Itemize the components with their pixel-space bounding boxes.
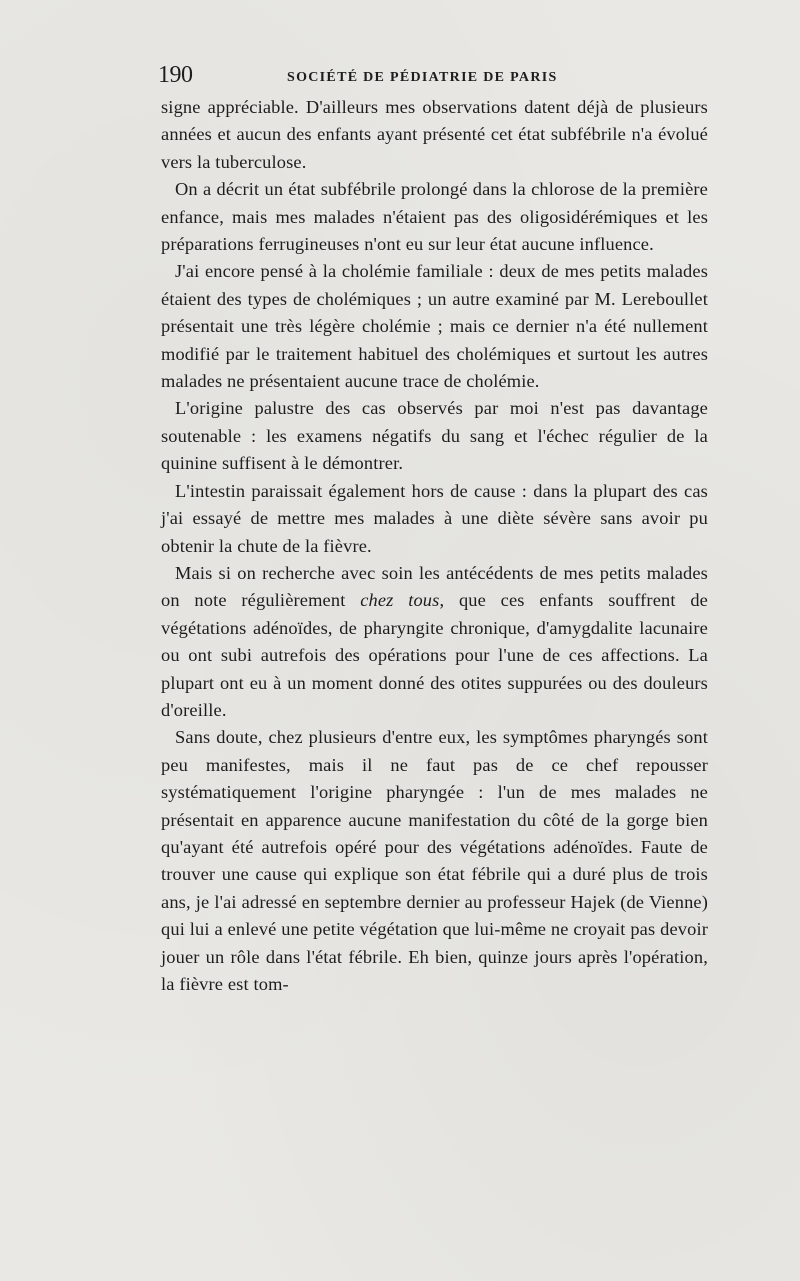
paragraph-6 bbox=[161, 560, 708, 724]
running-head bbox=[158, 58, 708, 94]
paragraph-5: L'intestin paraissait également hors de cause : dans la plupart des cas j'ai essayé de mettre mes malades à une diète sévère sans avoir pu obtenir la chute de la fièvre. bbox=[161, 480, 708, 556]
paragraph-6-emphasis: chez tous bbox=[360, 590, 440, 611]
paragraph-2: On a décrit un état subfébrile prolongé dans la chlorose de la première enfance, mais mes malades n'étaient pas des oligosidérémiques et les préparations ferrugineuses n'ont eu sur leur état aucune influence. bbox=[161, 179, 708, 255]
paragraph-3: J'ai encore pensé à la cholémie familiale : deux de mes petits malades étaient des types de cholémiques ; un autre examiné par M. Lereboullet présentait une très légère cholémie ; mais ce dernier n'a été nullement modifié par le traitement habituel des cholémiques et surtout les autres malades ne présentaient aucune trace de cholémie. bbox=[161, 261, 708, 392]
page-number: 190 bbox=[158, 62, 193, 88]
body-text bbox=[161, 94, 708, 998]
paragraph-7: Sans doute, chez plusieurs d'entre eux, les symptômes pharyngés sont peu manifestes, mais il ne faut pas de ce chef repousser systématiquement l'origine pharyngée : l'un de mes malades ne présentait en apparence aucune manifestation du côté de la gorge bien qu'ayant été autrefois opéré pour des végétations adénoïdes. Faute de trouver une cause qui explique son état fébrile qui a duré plus de trois ans, je l'ai adressé en septembre dernier au professeur Hajek (de Vienne) qui lui a enlevé une petite végétation que lui-même ne croyait pas devoir jouer un rôle dans l'état fébrile. Eh bien, quinze jours après l'opération, la fièvre est tom- bbox=[161, 727, 708, 994]
paragraph-1: signe appréciable. D'ailleurs mes observations datent déjà de plusieurs années et aucun des enfants ayant présenté cet état subfébrile n'a évolué vers la tuberculose. bbox=[161, 97, 708, 172]
paragraph-6-after: , que ces enfants souffrent de végétations adénoïdes, de pharyngite chronique, d'amygdalite lacunaire ou ont subi autrefois des opérations pour l'une de ces affections. La plupart ont eu à un moment donné des otites suppurées ou des douleurs d'oreille. bbox=[161, 590, 708, 720]
header-title: SOCIÉTÉ DE PÉDIATRIE DE PARIS bbox=[287, 70, 558, 85]
book-page bbox=[158, 58, 708, 998]
paragraph-6-before: Mais si on recherche avec soin les antécédents de mes petits malades on note régulièrement bbox=[161, 562, 708, 611]
paragraph-4: L'origine palustre des cas observés par moi n'est pas davantage soutenable : les examens négatifs du sang et l'échec régulier de la quinine suffisent à le démontrer. bbox=[161, 398, 708, 474]
